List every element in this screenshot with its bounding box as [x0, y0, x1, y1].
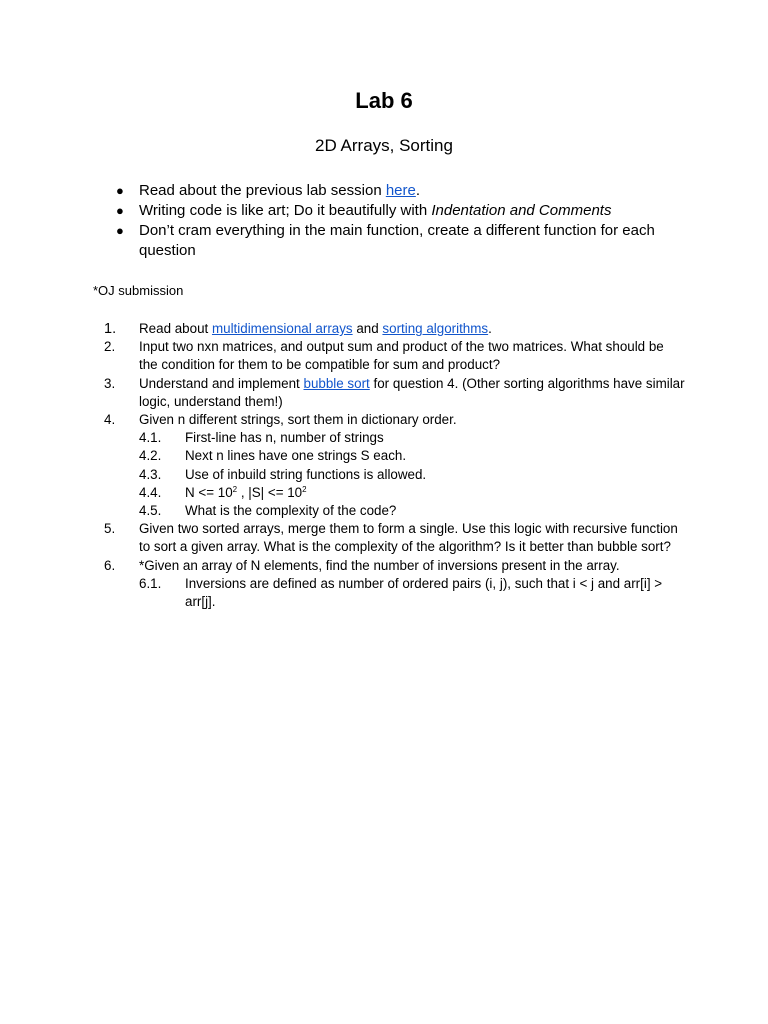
question-item [93, 338, 685, 374]
bubble-sort-link[interactable]: bubble sort [303, 375, 370, 391]
question-text: for question 4. (Other sorting algorithms have similar logic, understand them!) [139, 375, 685, 409]
multidimensional-arrays-link[interactable]: multidimensional arrays [211, 321, 353, 336]
bullet-item [110, 221, 685, 261]
bullet-dot-icon: ● [116, 203, 124, 218]
question-item [93, 557, 685, 612]
bullet-text: Writing code is like art; Do it beautifully with [139, 202, 432, 219]
bullet-dot-icon: ● [116, 223, 124, 238]
intro-bullet-list [110, 181, 685, 261]
sub-question-text: N <= 10 [185, 484, 233, 500]
sub-question-item [139, 466, 685, 484]
bullet-text: . [415, 182, 421, 199]
question-item [93, 520, 685, 556]
sub-question-number: 4.1. [139, 430, 162, 446]
sorting-algorithms-link[interactable]: sorting algorithms [382, 321, 489, 336]
question-text: *Given an array of N elements, find the number of inversions present in the array. [139, 557, 620, 573]
oj-submission-note: *OJ submission [93, 283, 184, 298]
bullet-text: Don’t cram everything in the main function, create a different function for each question [139, 222, 655, 259]
bullet-item [110, 201, 685, 221]
sub-question-number: 4.3. [139, 466, 162, 482]
sub-question-item [139, 429, 685, 447]
question-item [93, 375, 685, 411]
question-item [93, 411, 685, 520]
sub-question-list [139, 429, 685, 520]
sub-question-text: What is the complexity of the code? [185, 503, 397, 519]
question-text: Given n different strings, sort them in dictionary order. [139, 412, 457, 428]
bullet-text: Read about the previous lab session [139, 182, 386, 199]
bullet-emphasis: Indentation and Comments [431, 202, 612, 219]
sub-question-item [139, 484, 685, 502]
question-item [93, 320, 685, 338]
bullet-dot-icon: ● [116, 183, 124, 198]
question-text: and [352, 321, 383, 336]
exponent: 2 [302, 484, 307, 494]
page-title: Lab 6 [355, 88, 413, 113]
sub-question-text: , |S| <= 10 [237, 484, 303, 500]
page-subtitle: 2D Arrays, Sorting [315, 136, 453, 155]
question-number: 3. [104, 375, 116, 391]
question-number: 2. [104, 339, 116, 355]
question-text: Given two sorted arrays, merge them to form a single. Use this logic with recursive function to sort a given array. What is the complexity of the algorithm? Is it better than bubble sort? [139, 521, 678, 555]
bullet-item [110, 181, 685, 201]
sub-question-item [139, 502, 685, 520]
sub-question-number: 6.1. [139, 575, 162, 591]
question-list [93, 320, 685, 611]
sub-question-item [139, 575, 685, 611]
sub-question-text: Next n lines have one strings S each. [185, 448, 407, 464]
question-number: 1. [104, 321, 117, 337]
sub-question-number: 4.2. [139, 448, 162, 464]
question-number: 5. [104, 521, 116, 537]
sub-question-item [139, 447, 685, 465]
sub-question-text: First-line has n, number of strings [185, 430, 384, 446]
question-text: Understand and implement [139, 375, 304, 391]
question-text: Input two nxn matrices, and output sum and product of the two matrices. What should be the condition for them to be compatible for sum and product? [139, 339, 664, 373]
exponent: 2 [232, 484, 238, 494]
question-text: Read about [139, 321, 212, 336]
sub-question-number: 4.5. [139, 503, 162, 519]
question-number: 4. [104, 412, 116, 428]
question-text: . [488, 321, 492, 336]
sub-question-number: 4.4. [139, 484, 162, 500]
previous-lab-link[interactable]: here [385, 182, 416, 199]
sub-question-text: Use of inbuild string functions is allowed. [185, 466, 427, 482]
sub-question-list [139, 575, 685, 611]
question-number: 6. [104, 557, 116, 573]
sub-question-text: Inversions are defined as number of ordered pairs (i, j), such that i < j and arr[i] > arr[j]. [185, 575, 663, 610]
